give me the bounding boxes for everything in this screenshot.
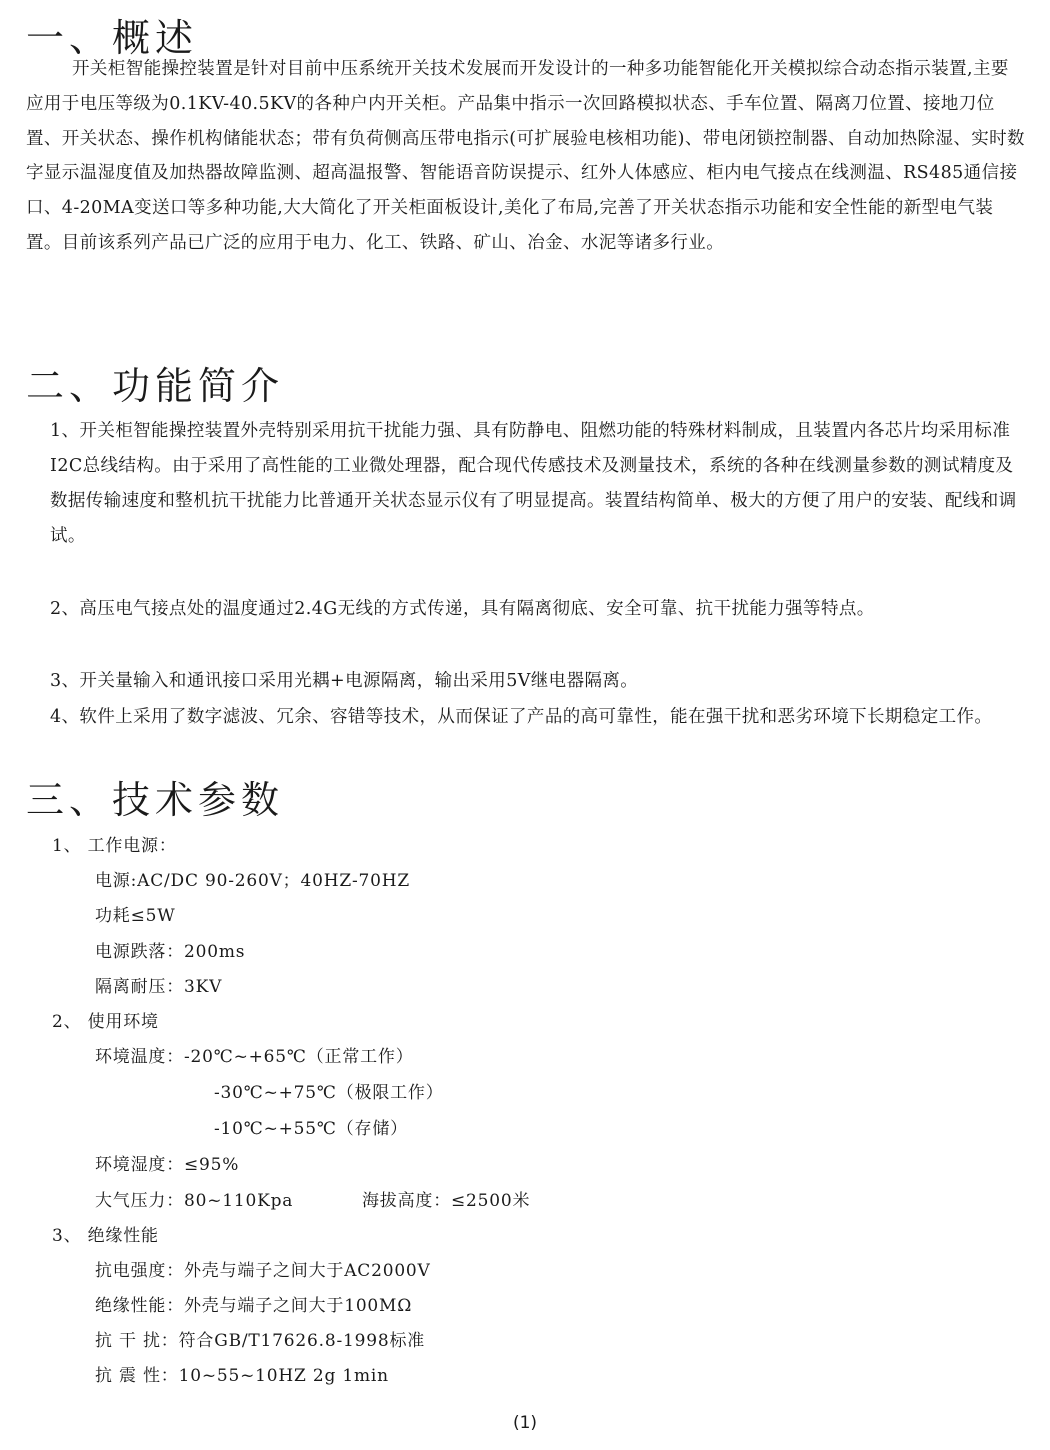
spec-emc: 抗 干 扰：符合GB/T17626.8-1998标准 [95,1331,426,1351]
section-heading-overview: 一、概述 [26,16,199,60]
spec-atmospheric-pressure: 大气压力：80~110Kpa [95,1191,294,1211]
feature-item-1: 1、开关柜智能操控装置外壳特别采用抗干扰能力强、具有防静电、阻燃功能的特殊材料制成，且装置内各芯片均采用标准I2C总线结构。由于采用了高性能的工业微处理器，配合现代传感技术及测量技术，系统的各种在线测量参数的测试精度及数据传输速度和整机抗干扰能力比普通开关状态显示仪有了明显提高。装置结构简单、极大的方便了用户的安装、配线和调试。 [50,421,1017,546]
spec-group-power-title: 1、 工作电源： [52,836,177,856]
spec-temp-normal: 环境温度：-20℃~+65℃（正常工作） [95,1047,414,1067]
spec-power-dropout: 电源跌落：200ms [95,942,246,962]
spec-vibration: 抗 震 性：10~55~10HZ 2g 1min [95,1366,389,1386]
spec-altitude: 海拔高度：≤2500米 [362,1191,531,1211]
spec-temp-storage: -10℃~+55℃（存储） [214,1119,408,1139]
spec-power-supply: 电源:AC/DC 90-260V；40HZ-70HZ [95,871,410,891]
overview-paragraph: 开关柜智能操控装置是针对目前中压系统开关技术发展而开发设计的一种多功能智能化开关模拟综合动态指示装置,主要应用于电压等级为0.1KV-40.5KV的各种户内开关柜。产品集中指示一次回路模拟状态、手车位置、隔离刀位置、接地刀位置、开关状态、操作机构储能状态；带有负荷侧高压带电指示(可扩展验电核相功能)、带电闭锁控制器、自动加热除湿、实时数字显示温湿度值及加热器故障监测、超高温报警、智能语音防误提示、红外人体感应、柜内电气接点在线测温、RS485通信接口、4-20MA变送口等多种功能,大大简化了开关柜面板设计,美化了布局,完善了开关状态指示功能和安全性能的新型电气装置。目前该系列产品已广泛的应用于电力、化工、铁路、矿山、冶金、水泥等诸多行业。 [26,59,1025,253]
feature-item-4: 4、软件上采用了数字滤波、冗余、容错等技术，从而保证了产品的高可靠性，能在强干扰和恶劣环境下长期稳定工作。 [50,707,993,727]
spec-power-consumption: 功耗≤5W [95,906,176,926]
spec-isolation-voltage: 隔离耐压：3KV [95,977,223,997]
spec-insulation-resistance: 绝缘性能：外壳与端子之间大于100MΩ [95,1296,413,1316]
section-heading-features: 二、功能简介 [26,364,285,408]
feature-item-2: 2、高压电气接点处的温度通过2.4G无线的方式传递，具有隔离彻底、安全可靠、抗干扰能力强等特点。 [50,599,875,619]
spec-temp-limit: -30℃~+75℃（极限工作） [214,1083,444,1103]
spec-group-environment-title: 2、 使用环境 [52,1012,159,1032]
spec-group-insulation-title: 3、 绝缘性能 [52,1226,159,1246]
page-number: (1) [512,1413,538,1433]
spec-dielectric-strength: 抗电强度：外壳与端子之间大于AC2000V [95,1261,431,1281]
feature-item-3: 3、开关量输入和通讯接口采用光耦+电源隔离，输出采用5V继电器隔离。 [50,671,639,691]
section-heading-specs: 三、技术参数 [26,778,285,822]
spec-humidity: 环境湿度：≤95% [95,1155,240,1175]
